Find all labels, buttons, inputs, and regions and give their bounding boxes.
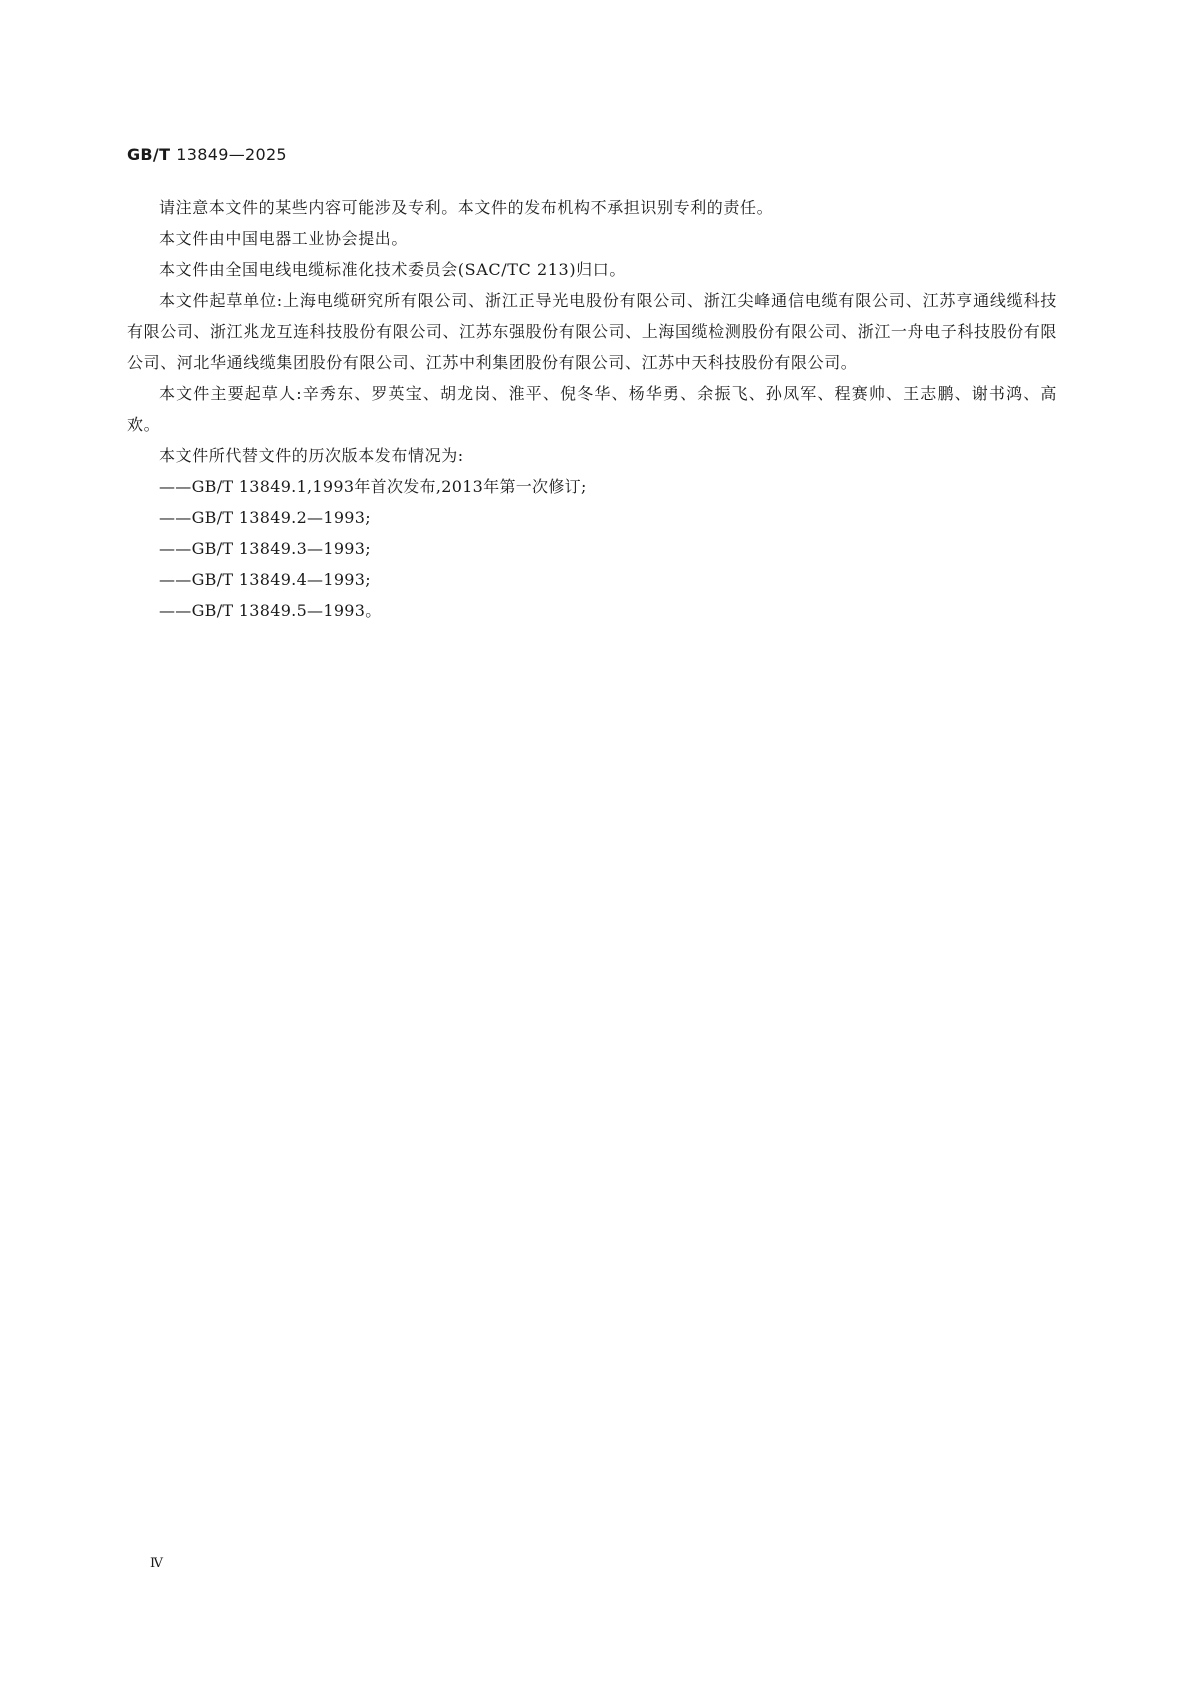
committee-paragraph: 本文件由全国电线电缆标准化技术委员会(SAC/TC 213)归口。: [159, 260, 626, 279]
history-item: ——GB/T 13849.1,1993年首次发布,2013年第一次修订;: [159, 477, 587, 496]
history-item: ——GB/T 13849.4—1993;: [159, 570, 371, 589]
history-intro-paragraph: 本文件所代替文件的历次版本发布情况为:: [159, 446, 464, 465]
history-item: ——GB/T 13849.5—1993。: [159, 601, 382, 620]
proposer-paragraph: 本文件由中国电器工业协会提出。: [159, 229, 409, 248]
standard-code-prefix: GB/T: [127, 145, 171, 164]
history-item: ——GB/T 13849.3—1993;: [159, 539, 371, 558]
drafters-paragraph: 本文件主要起草人:辛秀东、罗英宝、胡龙岗、淮平、倪冬华、杨华勇、余振飞、孙凤军、程赛帅、王志鹏、谢书鸿、高欢。: [127, 384, 1057, 434]
page-number: Ⅳ: [150, 1556, 162, 1571]
standard-code-number: 13849—2025: [176, 145, 287, 164]
standard-code-header: [127, 145, 287, 164]
foreword-body: [127, 192, 1057, 626]
history-list: [127, 471, 1057, 626]
patent-notice-paragraph: 请注意本文件的某些内容可能涉及专利。本文件的发布机构不承担识别专利的责任。: [159, 198, 774, 217]
drafting-units-paragraph: 本文件起草单位:上海电缆研究所有限公司、浙江正导光电股份有限公司、浙江尖峰通信电缆有限公司、江苏亨通线缆科技有限公司、浙江兆龙互连科技股份有限公司、江苏东强股份有限公司、上海国缆检测股份有限公司、浙江一舟电子科技股份有限公司、河北华通线缆集团股份有限公司、江苏中利集团股份有限公司、江苏中天科技股份有限公司。: [127, 291, 1057, 372]
history-item: ——GB/T 13849.2—1993;: [159, 508, 371, 527]
